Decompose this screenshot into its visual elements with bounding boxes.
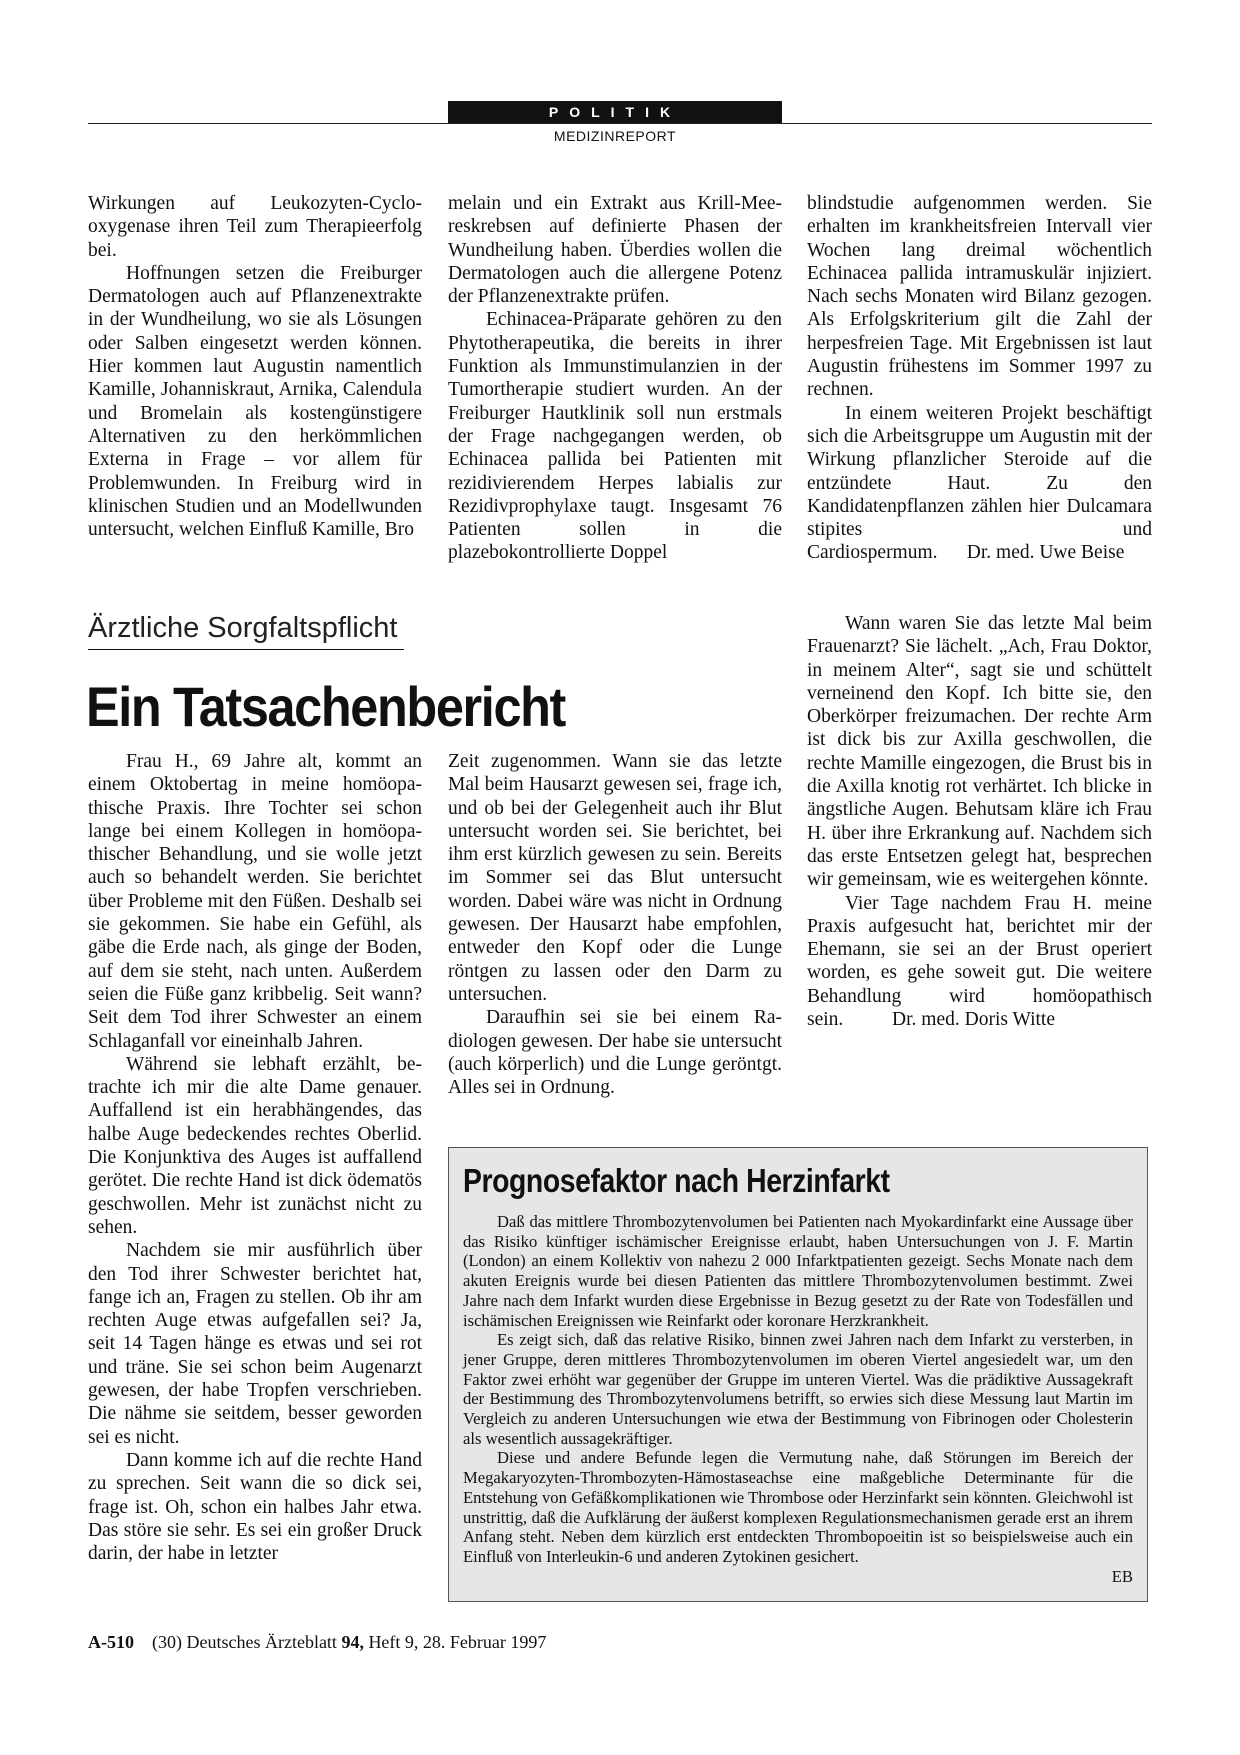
- box-paragraph: Daß das mittlere Thrombozytenvolumen bei Patienten nach Myokardinfarkt eine Aussage über das Risiko künftiger ischämischer Ereignisse erlaubt, haben Untersuchungen von J. F. Martin (London) an einem Kollektiv von nahezu 2 000 Infarktpatienten gezeigt. Sechs Monate nach dem akuten Ereignis wurde bei diesen Patienten das mittlere Thrombozytenvolumen bestimmt. Zwei Jahre nach dem Infarkt wurden diese Ergebnisse in Bezug gesetzt zu der Rate von Todesfällen und ischämischen Ereignissen wie Reinfarkt oder koronare Herzkrankheit.: [463, 1212, 1133, 1330]
- journal-volume: 94,: [341, 1632, 364, 1652]
- box-author: EB: [1111, 1566, 1133, 1586]
- paragraph: Hoffnungen setzen die Freiburger Dermatologen auch auf Pflanzenextrakte in der Wundheilung, wo sie als Lösungen oder Salben eingesetzt werden können. Hier kommen laut Augustin namentlich Kamille, Johanniskraut, Arnika, Calendula und Bromelain als kostengünstigere Alternativen zu den herkömmlichen Externa in Frage – vor allem für Problemwunden. In Freiburg wird in klinischen Studien und an Modellwunden untersucht, welchen Einfluß Kamille, Bro: [88, 262, 422, 541]
- paragraph: Daraufhin sei sie bei einem Radiologen gewesen. Der habe sie untersucht (auch körperlich) und die Lunge geröntgt. Alles sei in Ordnung.: [448, 1007, 782, 1099]
- box-paragraph: Es zeigt sich, daß das relative Risiko, binnen zwei Jahren nach dem Infarkt zu versterben, in jener Gruppe, deren mittleres Thrombozytenvolumen im oberen Viertel angesiedelt war, um den Faktor zwei erhöht war gegenüber der Gruppe im unteren Viertel. Was die prädiktive Aussagekraft der Bestimmung des Thrombozytenvolumens betrifft, so erwies sich diese Messung laut Martin im Vergleich zu anderen Untersuchungen wie etwa der Bestimmung von Fibrinogen oder Cholesterin als wesentlich aussagekräftiger.: [463, 1330, 1133, 1448]
- article2-column-3: [807, 612, 1152, 1031]
- box-body: [463, 1212, 1133, 1586]
- article2-column-2: [448, 750, 782, 1099]
- paragraph: blindstudie aufgenommen werden. Sie erhalten im krankheitsfreien Intervall vier Wochen lang dreimal wöchentlich Echinacea pallida intramuskulär injiziert. Nach sechs Monaten wird Bilanz gezogen. Als Erfolgskriterium gilt die Zahl der herpesfreien Tage. Mit Ergebnissen ist laut Augustin frühestens im Sommer 1997 zu rechnen.: [807, 193, 1152, 401]
- paragraph: Während sie lebhaft erzählt, betrachte ich mir die alte Dame genauer. Auffallend ist ein herabhängendes, das halbe Auge bedeckendes rechtes Oberlid. Die Konjunktiva des Auges ist auffallend gerötet. Die rechte Hand ist dick ödematös geschwollen. Mehr ist zunächst nicht zu sehen.: [88, 1053, 422, 1238]
- header-rule: [88, 123, 1152, 124]
- paragraph: [807, 402, 1152, 565]
- article-kicker: Ärztliche Sorgfaltspflicht: [88, 612, 404, 650]
- paragraph: Echinacea-Präparate gehören zu den Phytotherapeutika, die bereits in ihrer Funktion als Immunstimulanzien in der Tumortherapie studiert wurden. An der Freiburger Hautklinik soll nun erstmals der Frage nachgegangen werden, ob Echinacea pallida bei Patienten mit rezidivierendem Herpes labialis zur Rezidivprophylaxe taugt. Insgesamt 76 Patienten sollen in die plazebokontrollierte Doppel: [448, 309, 782, 564]
- info-box: [448, 1147, 1148, 1602]
- journal-issue: Heft 9, 28. Februar 1997: [368, 1632, 547, 1652]
- paragraph: Zeit zugenommen. Wann sie das letzte Mal beim Hausarzt gewesen sei, frage ich, und ob bei der Gelegenheit auch ihr Blut untersucht worden sei. Sie berichtet, bei ihm erst kürzlich gewesen zu sein. Bereits im Sommer sei das Blut untersucht worden. Dabei wäre was nicht in Ordnung gewesen. Der Hausarzt habe empfohlen, entweder den Kopf oder die Lunge röntgen zu lassen oder den Darm zu untersuchen.: [448, 751, 782, 1005]
- page-footer: [88, 1632, 546, 1653]
- paragraph-text: In einem weiteren Projekt beschäftigt sich die Arbeitsgruppe um Augustin mit der Wirkung pflanzlicher Steroide auf die entzündete Haut. Zu den Kandidatenpflanzen zählen hier Dulcamara stipites und Cardiospermum.: [807, 402, 1152, 564]
- paragraph: Dann komme ich auf die rechte Hand zu sprechen. Seit wann die so dick sei, frage ist. Oh, schon ein halbes Jahr etwa. Das störe sie sehr. Es sei ein großer Druck darin, der habe in letzter: [88, 1449, 422, 1565]
- paragraph: melain und ein Extrakt aus Krill-Meereskrebsen auf definierte Phasen der Wundheilung haben. Überdies wollen die Dermatologen auch die allergene Potenz der Pflanzenextrakte prüfen.: [448, 193, 782, 308]
- section-label: POLITIK: [448, 101, 782, 123]
- paragraph: Nachdem sie mir ausführlich über den Tod ihrer Schwester berichtet hat, fange ich an, Fragen zu stellen. Ob ihr am rechten Auge etwas aufgefallen sei? Ja, seit 14 Tagen hänge es etwas und sei rot und träne. Sie sei schon beim Augenarzt gewesen, der habe Tropfen verschrieben. Die nähme sie seitdem, besser geworden sei es nicht.: [88, 1240, 422, 1448]
- article1-column-3: [807, 192, 1152, 565]
- page-number: A-510: [88, 1632, 134, 1652]
- paragraph: Wirkungen auf Leukozyten-Cyclooxygenase ihren Teil zum Therapieerfolg bei.: [88, 193, 422, 261]
- article1-column-2: [448, 192, 782, 565]
- article2-column-1: [88, 750, 422, 1565]
- paragraph: Frau H., 69 Jahre alt, kommt an einem Oktobertag in meine homöopathische Praxis. Ihre Tochter sei schon lange bei einem Kollegen in homöopathischer Behandlung, und sie wolle jetzt auch so behandelt werden. Sie berichtet über Probleme mit den Füßen. Deshalb sei sie gekommen. Sie habe ein Gefühl, als gäbe die Erde nach, als ginge der Boden, auf dem sie steht, nach unten. Außerdem seien die Füße ganz kribbelig. Seit wann? Seit dem Tod ihrer Schwester an einem Schlaganfall vor eineinhalb Jahren.: [88, 751, 422, 1052]
- paragraph: [807, 892, 1152, 1032]
- subsection-label: MEDIZINREPORT: [553, 128, 677, 144]
- paragraph-text: Vier Tage nachdem Frau H. meine Praxis aufgesucht hat, berichtet mir der Ehemann, sie sei an der Brust operiert worden, es gehe soweit gut. Die weitere Behandlung wird homöopathisch sein.: [807, 892, 1152, 1031]
- journal-name: (30) Deutsches Ärzteblatt: [152, 1632, 337, 1652]
- paragraph: Wann waren Sie das letzte Mal beim Frauenarzt? Sie lächelt. „Ach, Frau Doktor, in meinem Alter“, sagt sie und schüttelt verneinend den Kopf. Ich bitte sie, den Oberkörper freizumachen. Der rechte Arm ist dick bis zur Axilla geschwollen, die rechte Mamille eingezogen, die Brust bis in die Axilla knotig rot verhärtet. Ich blicke in ängstliche Augen. Behutsam kläre ich Frau H. über ihre Erkrankung auf. Nachdem sich das erste Entsetzen gelegt hat, besprechen wir gemeinsam, wie es weitergehen könnte.: [807, 613, 1152, 891]
- box-title: Prognosefaktor nach Herzinfarkt: [463, 1162, 890, 1199]
- author-signature: Dr. med. Uwe Beise: [966, 542, 1125, 564]
- author-signature: Dr. med. Doris Witte: [892, 1009, 1056, 1031]
- box-paragraph: Diese und andere Befunde legen die Vermutung nahe, daß Störungen im Bereich der Megakaryozyten-Thrombozyten-Hämostaseachse eine maßgebliche Determinante für die Entstehung von Gefäßkomplikationen wie Thrombose oder Herzinfarkt sein könnten. Gleichwohl ist unstrittig, daß die Aufklärung der äußerst komplexen Regulationsmechanismen gerade erst an ihrem Anfang steht. Neben dem kürzlich erst entdeckten Thrombopoeitin ist so beispielsweise auch ein Einfluß von Interleukin-6 und anderen Zytokinen gesichert.: [463, 1448, 1133, 1566]
- article-headline: Ein Tatsachenbericht: [86, 675, 565, 738]
- article1-column-1: [88, 192, 422, 541]
